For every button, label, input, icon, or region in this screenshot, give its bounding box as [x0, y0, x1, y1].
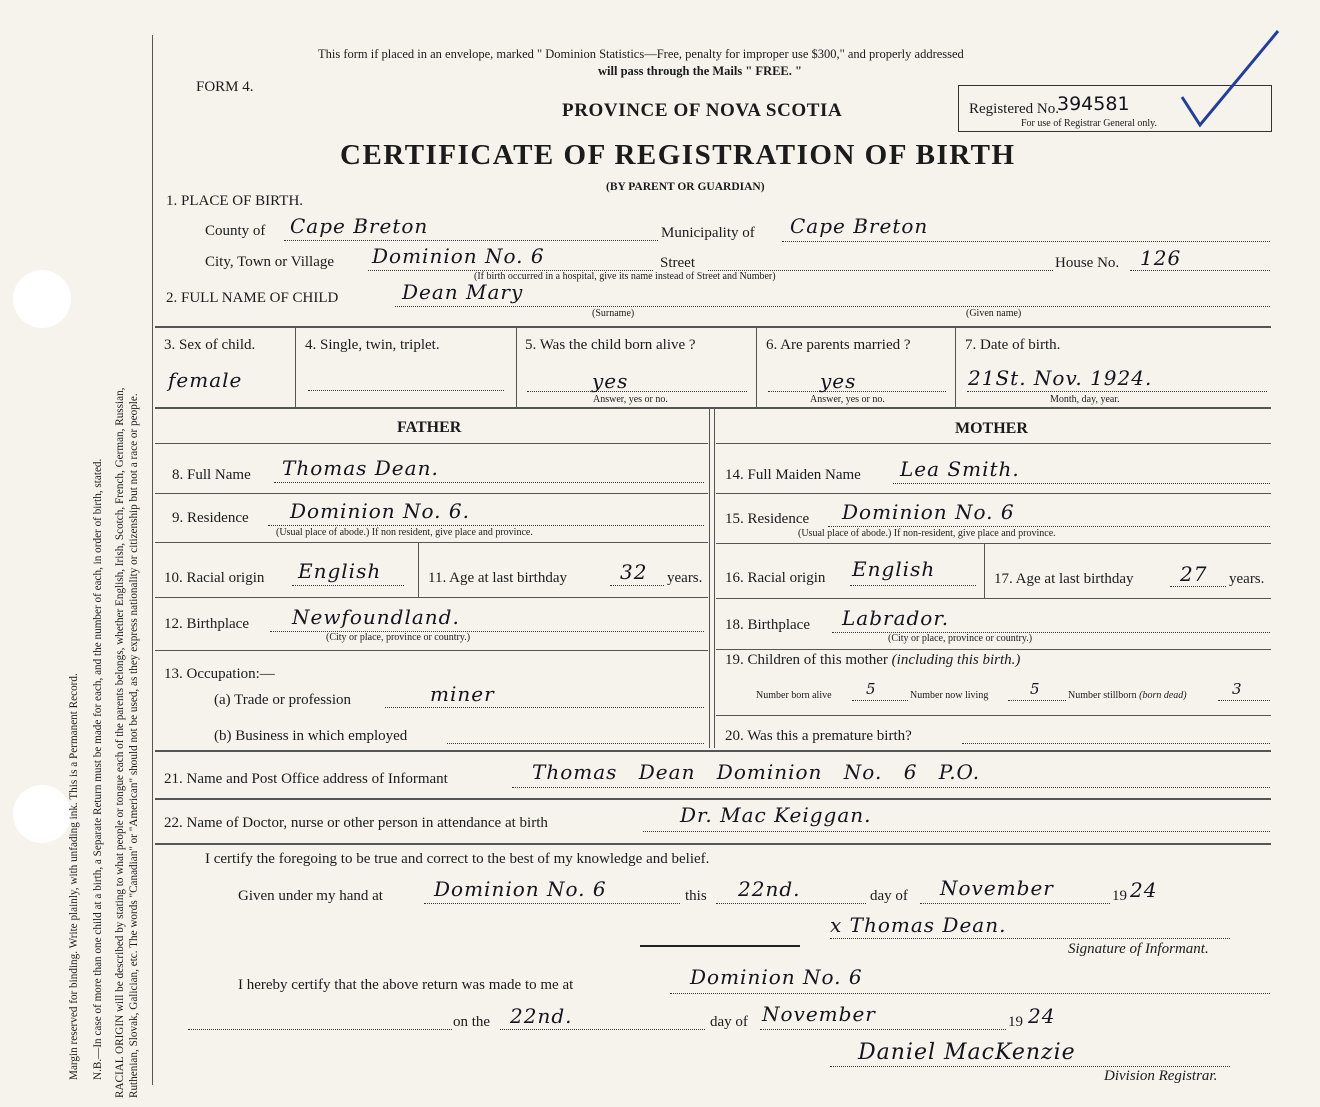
mother-heading-rule — [716, 443, 1271, 444]
mother-residence-note: (Usual place of abode.) If non-resident, give place and province. — [798, 528, 1056, 539]
signature-of-informant-label: Signature of Informant. — [1068, 941, 1209, 957]
father-residence-note: (Usual place of abode.) If non resident, give place and province. — [276, 527, 533, 538]
mother-name-dotted-line — [893, 483, 1270, 484]
municipality-dotted-line — [782, 241, 1270, 242]
doctor-value: Dr. Mac Keiggan. — [680, 803, 872, 827]
given-day-of-label: day of — [870, 888, 908, 904]
binding-hole-top — [13, 270, 71, 328]
city-label: City, Town or Village — [205, 254, 335, 270]
county-label: County of — [205, 223, 266, 239]
stillborn-label-text: Number stillborn — [1068, 690, 1137, 701]
father-name-dotted-line — [274, 482, 704, 483]
born-alive-count-value: 5 — [866, 680, 877, 698]
sex-label: 3. Sex of child. — [164, 337, 256, 353]
mother-racial-value: English — [852, 557, 936, 581]
certificate-title: CERTIFICATE OF REGISTRATION OF BIRTH — [340, 139, 1016, 171]
father-name-label: 8. Full Name — [172, 467, 251, 483]
mother-residence-value: Dominion No. 6 — [842, 500, 1015, 524]
trade-dotted-line — [385, 707, 704, 708]
child-name-value: Dean Mary — [402, 280, 524, 304]
registrar-year-prefix: 19 — [1008, 1014, 1023, 1030]
children-note: (including this birth.) — [891, 652, 1021, 668]
trade-label: (a) Trade or profession — [214, 692, 352, 708]
mother-row-19-rule — [716, 715, 1271, 716]
mother-residence-label: 15. Residence — [725, 511, 810, 527]
dob-note: Month, day, year. — [1050, 394, 1120, 405]
father-row-12-rule — [155, 650, 708, 651]
informant-label: 21. Name and Post Office address of Informant — [164, 771, 448, 787]
division-registrar-label: Division Registrar. — [1104, 1068, 1218, 1084]
children-label — [725, 652, 1020, 669]
mother-residence-dotted-line — [828, 526, 1270, 527]
registrar-day-dotted-line — [500, 1029, 705, 1030]
parents-separator-a — [709, 408, 710, 748]
registrar-place-value: Dominion No. 6 — [690, 965, 863, 989]
child-name-dotted-line — [395, 306, 1270, 307]
mother-birthplace-note: (City or place, province or country.) — [888, 633, 1033, 644]
form-number: FORM 4. — [196, 79, 254, 95]
father-row-10-divider — [418, 543, 419, 597]
registrar-month-value: November — [762, 1002, 876, 1026]
margin-note-multiple-births: N.B.—In case of more than one child at a birth, a Separate Return must be made for each, and the number of each, in order of birth, stated. — [92, 458, 104, 1080]
mother-racial-dotted-line — [850, 585, 976, 586]
mother-birthplace-label: 18. Birthplace — [725, 617, 810, 633]
stillborn-count-dotted-line — [1218, 700, 1270, 701]
mother-name-label: 14. Full Maiden Name — [725, 467, 861, 483]
mother-birthplace-value: Labrador. — [842, 606, 950, 630]
dob-value: 21St. Nov. 1924. — [968, 366, 1153, 390]
father-heading-rule — [155, 443, 708, 444]
given-place-dotted-line — [424, 903, 680, 904]
living-count-label: Number now living — [910, 690, 989, 701]
house-number-label: House No. — [1055, 255, 1120, 271]
registered-number: 394581 — [1057, 93, 1130, 115]
born-alive-count-dotted-line — [852, 700, 908, 701]
postal-notice-line1: This form if placed in an envelope, marked " Dominion Statistics—Free, penalty for improper use $300," and properly addressed — [318, 47, 964, 61]
father-age-dotted-line — [610, 585, 664, 586]
house-number-dotted-line — [1130, 270, 1270, 271]
row3-divider-4 — [955, 327, 956, 407]
registrar-day-of-label: day of — [710, 1014, 748, 1030]
informant-signature: x Thomas Dean. — [830, 913, 1007, 937]
mother-name-value: Lea Smith. — [900, 457, 1020, 481]
row3-divider-1 — [295, 327, 296, 407]
informant-signature-dotted-line — [830, 938, 1230, 939]
stillborn-count-label — [1068, 690, 1187, 701]
registrar-place-dotted-line — [670, 993, 1270, 994]
registrar-month-dotted-line — [760, 1029, 1006, 1030]
father-racial-label: 10. Racial origin — [164, 570, 265, 586]
county-dotted-line — [284, 240, 658, 241]
parents-married-note: Answer, yes or no. — [810, 394, 885, 405]
parents-married-value: yes — [820, 369, 857, 393]
given-day-dotted-line — [716, 903, 866, 904]
born-alive-count-label: Number born alive — [756, 690, 832, 701]
father-birthplace-label: 12. Birthplace — [164, 616, 249, 632]
municipality-value: Cape Breton — [790, 214, 929, 238]
stillborn-note: (born dead) — [1139, 690, 1187, 701]
given-place-value: Dominion No. 6 — [434, 877, 607, 901]
father-birthplace-note: (City or place, province or country.) — [326, 632, 471, 643]
father-row-10-rule — [155, 597, 708, 598]
margin-note-nationality: Ruthenian, Slovak, Galician, etc. The words "Canadian" or "American" should not be used, as they express nationality or citizenship but not a race or people. — [128, 393, 140, 1098]
living-count-value: 5 — [1030, 680, 1041, 698]
divider-after-parents — [155, 750, 1271, 752]
surname-note: (Surname) — [592, 308, 635, 319]
city-value: Dominion No. 6 — [372, 244, 545, 268]
mother-age-value: 27 — [1180, 562, 1208, 586]
mother-row-18-rule — [716, 649, 1271, 650]
registrar-year-value: 24 — [1028, 1004, 1056, 1028]
informant-value: Thomas Dean Dominion No. 6 P.O. — [532, 760, 981, 784]
county-value: Cape Breton — [290, 214, 429, 238]
given-year-prefix: 19 — [1112, 888, 1127, 904]
place-of-birth-label: 1. PLACE OF BIRTH. — [166, 193, 304, 209]
street-label: Street — [660, 255, 695, 271]
given-year-value: 24 — [1130, 878, 1158, 902]
premature-label: 20. Was this a premature birth? — [725, 728, 912, 744]
informant-dotted-line — [512, 787, 1270, 788]
born-alive-dotted-line — [527, 391, 747, 392]
born-alive-note: Answer, yes or no. — [593, 394, 668, 405]
left-border — [152, 35, 153, 1085]
registrar-on-the-label: on the — [453, 1014, 491, 1030]
trade-value: miner — [430, 682, 495, 706]
father-residence-value: Dominion No. 6. — [290, 499, 470, 523]
binding-hole-bottom — [13, 785, 71, 843]
child-name-label: 2. FULL NAME OF CHILD — [166, 290, 339, 306]
father-row-9-rule — [155, 542, 708, 543]
province-heading: PROVINCE OF NOVA SCOTIA — [562, 100, 843, 121]
occupation-label: 13. Occupation:— — [164, 666, 275, 682]
father-heading: FATHER — [397, 419, 462, 436]
given-month-dotted-line — [920, 903, 1110, 904]
parents-married-label: 6. Are parents married ? — [766, 337, 911, 353]
house-number-value: 126 — [1140, 246, 1182, 270]
plurality-dotted-line — [308, 390, 504, 391]
father-residence-dotted-line — [268, 525, 704, 526]
row3-divider-3 — [756, 327, 757, 407]
mother-years-label: years. — [1229, 571, 1265, 587]
registrar-signature: Daniel MacKenzie — [858, 1040, 1076, 1065]
given-day-value: 22nd. — [738, 877, 801, 901]
given-under-label: Given under my hand at — [238, 888, 383, 904]
certification-divider — [640, 945, 800, 947]
born-alive-value: yes — [592, 369, 629, 393]
given-this-label: this — [685, 888, 707, 904]
margin-note-racial-origin: RACIAL ORIGIN will be described by stating to what people or tongue each of the parents belongs, whether English, Irish, Scotch, French, German, Russian, — [114, 387, 126, 1098]
municipality-label: Municipality of — [661, 225, 755, 241]
mother-age-dotted-line — [1170, 586, 1226, 587]
mother-row-16-rule — [716, 598, 1271, 599]
doctor-label: 22. Name of Doctor, nurse or other person in attendance at birth — [164, 815, 548, 831]
registrar-signature-dotted-line — [830, 1066, 1230, 1067]
registrar-day-value: 22nd. — [510, 1004, 573, 1028]
mother-racial-label: 16. Racial origin — [725, 570, 826, 586]
father-years-label: years. — [667, 570, 703, 586]
registrar-left-dotted-line — [188, 1029, 452, 1030]
dob-dotted-line — [967, 391, 1267, 392]
given-name-note: (Given name) — [966, 308, 1022, 319]
row3-divider-2 — [516, 327, 517, 407]
certification-statement: I certify the foregoing to be true and correct to the best of my knowledge and belief. — [205, 851, 710, 867]
margin-note-binding: Margin reserved for binding. Write plainly, with unfading ink. This is a Permanent Record. — [68, 673, 80, 1080]
registered-label: Registered No. — [969, 101, 1059, 117]
father-age-label: 11. Age at last birthday — [428, 570, 567, 586]
parents-separator-b — [714, 408, 715, 748]
mother-row-15-rule — [716, 543, 1271, 544]
registrar-statement: I hereby certify that the above return was made to me at — [238, 977, 574, 993]
mother-age-label: 17. Age at last birthday — [994, 571, 1134, 587]
plurality-label: 4. Single, twin, triplet. — [305, 337, 440, 353]
divider-after-informant — [155, 798, 1271, 800]
dob-label: 7. Date of birth. — [965, 337, 1061, 353]
father-birthplace-value: Newfoundland. — [292, 605, 460, 629]
sex-value: female — [168, 368, 243, 392]
parents-married-dotted-line — [768, 391, 946, 392]
doctor-dotted-line — [643, 831, 1270, 832]
born-alive-label: 5. Was the child born alive ? — [525, 337, 696, 353]
father-row-8-rule — [155, 493, 708, 494]
postal-notice-line2: will pass through the Mails " FREE. " — [598, 64, 802, 78]
father-residence-label: 9. Residence — [172, 510, 249, 526]
business-label: (b) Business in which employed — [214, 728, 408, 744]
stillborn-count-value: 3 — [1232, 680, 1243, 698]
divider-after-name — [155, 326, 1271, 328]
father-racial-value: English — [298, 559, 382, 583]
checkmark-icon — [1170, 25, 1280, 135]
mother-row-16-divider — [984, 544, 985, 598]
father-age-value: 32 — [620, 560, 648, 584]
father-racial-dotted-line — [292, 585, 404, 586]
father-name-value: Thomas Dean. — [282, 456, 439, 480]
given-month-value: November — [940, 876, 1054, 900]
mother-row-14-rule — [716, 493, 1271, 494]
living-count-dotted-line — [1008, 700, 1066, 701]
hospital-note: (If birth occurred in a hospital, give its name instead of Street and Number) — [474, 271, 776, 282]
divider-after-doctor — [155, 843, 1271, 845]
mother-heading: MOTHER — [955, 420, 1028, 437]
certificate-subtitle: (BY PARENT OR GUARDIAN) — [606, 181, 765, 193]
business-dotted-line — [447, 743, 704, 744]
registrar-note: For use of Registrar General only. — [1021, 118, 1157, 129]
divider-after-row3 — [155, 407, 1271, 409]
children-label-text: 19. Children of this mother — [725, 652, 888, 668]
premature-dotted-line — [962, 743, 1270, 744]
